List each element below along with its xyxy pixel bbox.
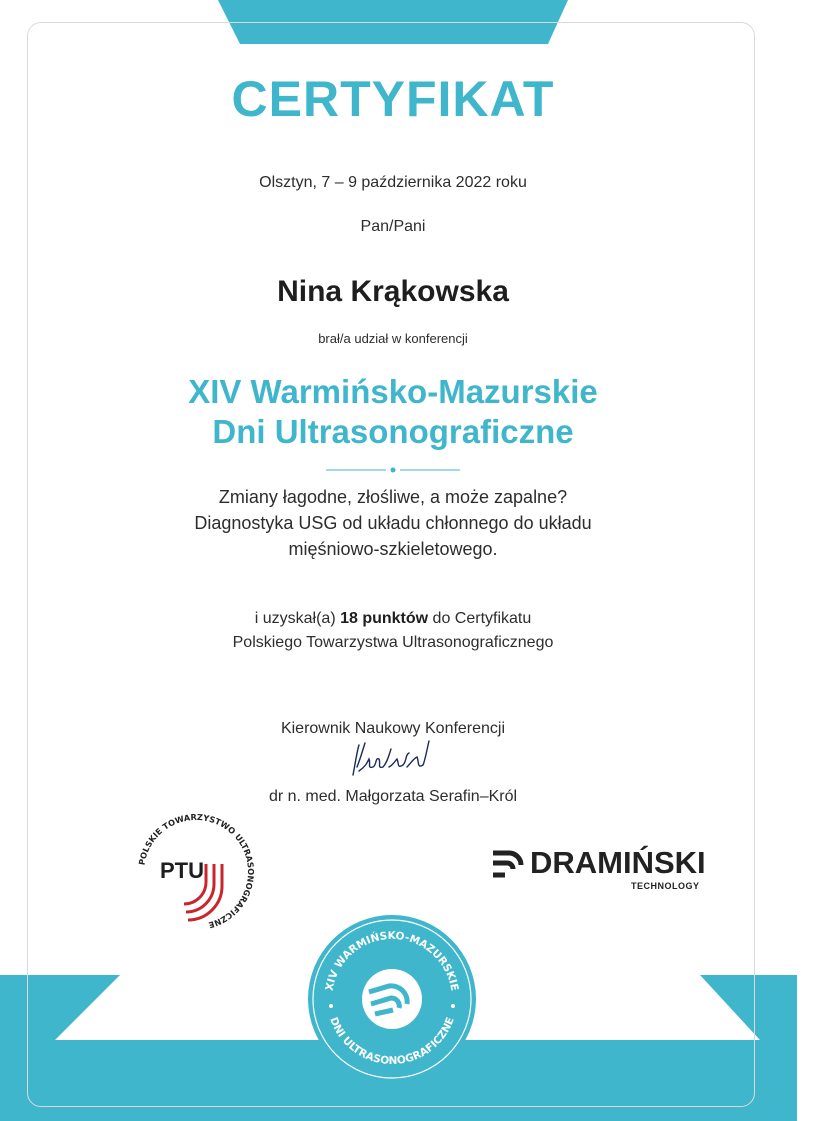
points-value: 18 punktów <box>340 610 429 627</box>
director-title: Kierownik Naukowy Konferencji <box>280 720 506 737</box>
topic-line2: Diagnostyka USG od układu chłonnego do układu <box>194 513 592 533</box>
divider-ornament <box>326 467 460 473</box>
conference-seal <box>307 914 477 1084</box>
ptu-text: PTU <box>160 858 204 883</box>
topic-line1: Zmiany łagodne, złośliwe, a może zapalne? <box>218 487 568 507</box>
conference-topic <box>0 484 786 562</box>
points-suffix: do Certyfikatu <box>428 610 532 627</box>
conference-title <box>0 372 786 452</box>
seal-top-text: XIV WARMIŃSKO-MAZURSKIE <box>323 929 461 992</box>
points-prefix: i uzyskał(a) <box>254 610 341 627</box>
salutation: Pan/Pani <box>360 218 426 235</box>
points-statement <box>0 607 786 655</box>
draminski-sub: TECHNOLOGY <box>631 881 700 891</box>
signature <box>345 737 435 782</box>
topic-line3: mięśniowo-szkieletowego. <box>288 539 498 559</box>
participation-text: brał/a udział w konferencji <box>318 331 468 346</box>
ptu-logo <box>130 806 262 938</box>
conference-title-line2: Dni Ultrasonograficzne <box>212 413 574 450</box>
ptu-ring-text: POLSKIE TOWARZYSTWO ULTRASONOGRAFICZNE <box>136 811 257 931</box>
scan-edge <box>797 0 814 1121</box>
place-date: Olsztyn, 7 – 9 października 2022 roku <box>259 174 527 191</box>
certificate-title: CERTYFIKAT <box>231 71 555 127</box>
points-line2: Polskiego Towarzystwa Ultrasonograficznego <box>232 634 554 651</box>
director-name: dr n. med. Małgorzata Serafin–Król <box>268 788 518 805</box>
conference-title-line1: XIV Warmińsko-Mazurskie <box>188 373 598 410</box>
draminski-name: DRAMIŃSKI <box>530 845 706 880</box>
recipient-name: Nina Krąkowska <box>277 275 509 308</box>
seal-bottom-text: DNI ULTRASONOGRAFICZNE <box>327 1015 457 1068</box>
draminski-icon <box>491 849 527 881</box>
draminski-logo <box>491 845 721 897</box>
